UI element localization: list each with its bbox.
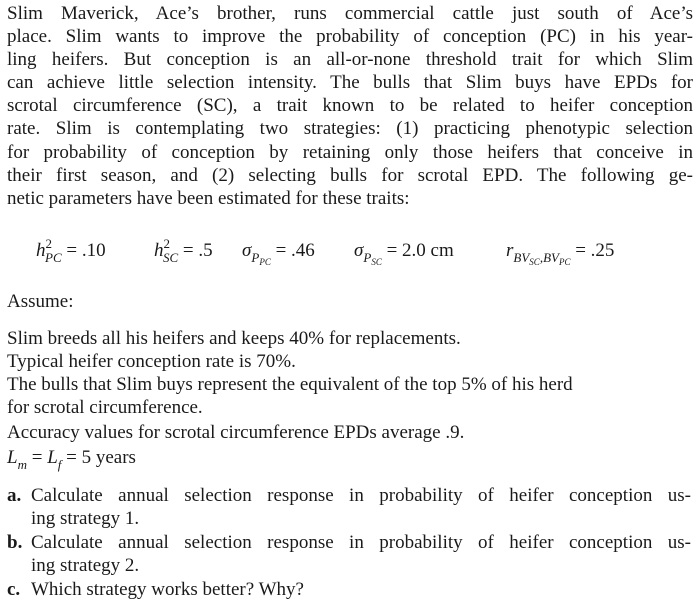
question-label: a. (7, 485, 22, 506)
assume-label: Assume: (7, 291, 74, 312)
question-a: a. Calculate annual selection response in probability of heifer conception us- (7, 485, 691, 506)
intro-line: scrotal circumference (SC), a trait known to be related to heifer conception (7, 95, 693, 117)
assumption-line: Accuracy values for scrotal circumference EPDs average .9. (7, 422, 465, 443)
intro-line: for probability of conception by retaining only those heifers that conceive in (7, 141, 693, 163)
assumption-line: Typical heifer conception rate is 70%. (7, 351, 296, 372)
sigma-p-sc: $\sigma_{P_{SC}} = 2.0$ cm (354, 240, 454, 267)
assumption-line: for scrotal circumference. (7, 397, 203, 418)
assumption-line: Slim breeds all his heifers and keeps 40% for replacements. (7, 328, 461, 349)
sigma-p-pc: $\sigma_{P_{PC}} = .46$ (242, 240, 315, 267)
intro-line: place. Slim wants to improve the probability of conception (PC) in his year- (7, 26, 693, 48)
intro-paragraph (7, 2, 693, 210)
question-label: c. (7, 579, 21, 600)
question-b: b. Calculate annual selection response in probability of heifer conception us- (7, 532, 691, 553)
intro-line: ling heifers. But conception is an all-or-none threshold trait for which Slim (7, 49, 693, 71)
intro-line: Slim Maverick, Ace’s brother, runs commercial cattle just south of Ace’s (7, 3, 693, 24)
intro-line: their first season, and (2) selecting bulls for scrotal EPD. The following ge- (7, 164, 693, 186)
question-b-continuation: ing strategy 2. (31, 555, 140, 576)
heritability-sc: $h^2_{SC} = .5$ (154, 236, 213, 265)
intro-line: can achieve little selection intensity. The bulls that Slim buys have EPDs for (7, 72, 693, 94)
question-a-continuation: ing strategy 1. (31, 508, 140, 529)
question-label: b. (7, 532, 23, 553)
question-c: c. Which strategy works better? Why? (7, 579, 304, 600)
assumption-line: The bulls that Slim buys represent the equivalent of the top 5% of his herd (7, 374, 573, 395)
genetic-correlation: $r_{BV_{SC},BV_{PC}} = .25$ (506, 240, 615, 267)
intro-line: netic parameters have been estimated for these traits: (7, 187, 410, 209)
parameter-equation (36, 236, 676, 274)
generation-interval: $L_m = L_f = 5$ years (7, 447, 136, 472)
heritability-pc: $h^2_{PC} = .10$ (36, 236, 106, 265)
intro-line: rate. Slim is contemplating two strategies: (1) practicing phenotypic selection (7, 118, 693, 140)
